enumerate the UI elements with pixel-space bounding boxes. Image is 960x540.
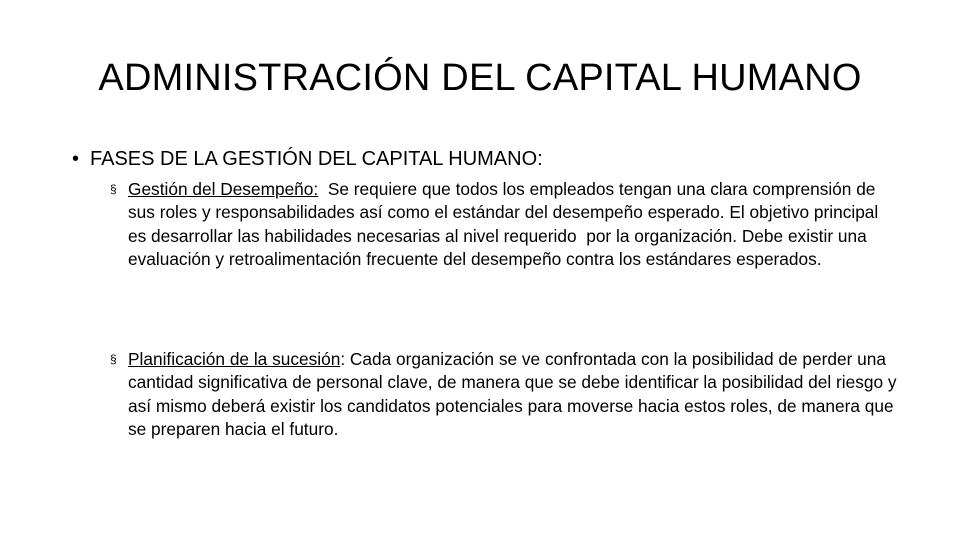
slide-title: ADMINISTRACIÓN DEL CAPITAL HUMANO bbox=[98, 57, 862, 99]
list-item-text bbox=[128, 178, 900, 271]
bullet-square-icon: § bbox=[110, 182, 117, 196]
bullet-dot-icon: • bbox=[72, 148, 80, 170]
list-item-separator: : bbox=[340, 349, 346, 369]
list-item-description: Se requiere que todos los empleados tengan una clara comprensión de sus roles y responsabilidades así como el estándar del desempeño esperado. El objetivo principal es desarrollar las habilidades necesarias al nivel requerido por la organización. Debe existir una evaluación y retroalimentación frecuente del desempeño contra los estándares esperados. bbox=[128, 179, 884, 269]
list-item-term: Gestión del Desempeño bbox=[128, 179, 314, 199]
list-item-description: Cada organización se ve confrontada con la posibilidad de perder una cantidad significativa de personal clave, de manera que se debe identificar la posibilidad del riesgo y así mismo deberá existir los candidatos potenciales para moverse hacia estos roles, de manera que se preparen hacia el futuro. bbox=[128, 349, 902, 439]
list-item-planificacion-sucesion bbox=[110, 348, 900, 441]
section-heading-line bbox=[72, 145, 892, 173]
list-item-separator: : bbox=[313, 179, 319, 199]
section-heading: FASES DE LA GESTIÓN DEL CAPITAL HUMANO: bbox=[90, 148, 543, 170]
list-item-text bbox=[128, 348, 900, 441]
bullet-square-icon: § bbox=[110, 352, 117, 366]
list-item-gestion-desempeno bbox=[110, 178, 900, 271]
list-item-term: Planificación de la sucesión bbox=[128, 349, 341, 369]
